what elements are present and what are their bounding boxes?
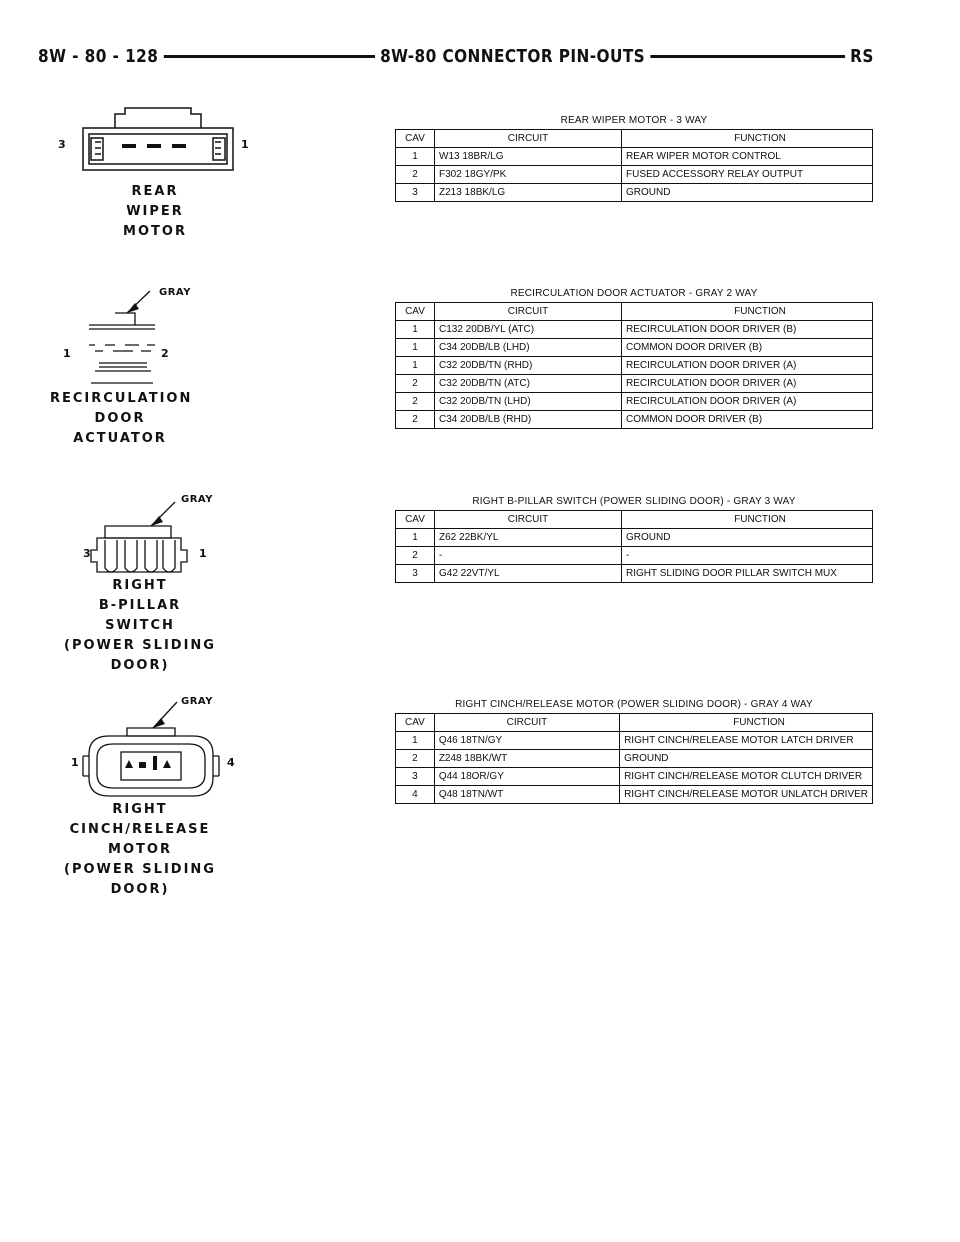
connector-label: RIGHT B-PILLAR SWITCH (POWER SLIDING DOOR): [64, 578, 216, 673]
section-title: 8W-80 CONNECTOR PIN-OUTS: [375, 46, 650, 68]
table-row: [396, 184, 873, 202]
function-header: FUNCTION: [622, 511, 873, 529]
table-row: [396, 529, 873, 547]
function-cell: RIGHT CINCH/RELEASE MOTOR CLUTCH DRIVER: [620, 768, 873, 786]
circuit-header: CIRCUIT: [434, 714, 619, 732]
table-row: [396, 148, 873, 166]
circuit-cell: C32 20DB/TN (LHD): [435, 393, 622, 411]
right-cinch-release-motor-table-block: [395, 697, 873, 804]
recirculation-connector-drawing: [55, 283, 265, 393]
cav-cell: 2: [396, 375, 435, 393]
function-cell: RECIRCULATION DOOR DRIVER (A): [622, 357, 873, 375]
circuit-cell: W13 18BR/LG: [435, 148, 622, 166]
cav-cell: 1: [396, 529, 435, 547]
table-row: [396, 565, 873, 583]
pin-label-right: 4: [227, 756, 235, 769]
function-cell: RECIRCULATION DOOR DRIVER (B): [622, 321, 873, 339]
pin-label-right: 1: [199, 547, 207, 560]
cav-cell: 4: [396, 786, 435, 804]
cav-header: CAV: [396, 714, 435, 732]
table-title: RECIRCULATION DOOR ACTUATOR - GRAY 2 WAY: [510, 288, 758, 299]
table-title: RIGHT CINCH/RELEASE MOTOR (POWER SLIDING DOOR) - GRAY 4 WAY: [455, 699, 813, 710]
right-cinch-release-motor-diagram: [55, 690, 265, 897]
cav-cell: 1: [396, 339, 435, 357]
recirculation-door-actuator-diagram: [50, 283, 265, 446]
rear-wiper-motor-table-block: [395, 113, 873, 202]
cinch-release-connector-drawing: [55, 690, 265, 805]
function-cell: COMMON DOOR DRIVER (B): [622, 339, 873, 357]
table-row: [396, 393, 873, 411]
function-cell: FUSED ACCESSORY RELAY OUTPUT: [622, 166, 873, 184]
page-number: 8W - 80 - 128: [38, 46, 163, 68]
function-cell: RECIRCULATION DOOR DRIVER (A): [622, 393, 873, 411]
pin-label-left: 3: [83, 547, 91, 560]
function-cell: REAR WIPER MOTOR CONTROL: [622, 148, 873, 166]
function-cell: GROUND: [620, 750, 873, 768]
table-header-row: [396, 130, 873, 148]
table-title: RIGHT B-PILLAR SWITCH (POWER SLIDING DOOR) - GRAY 3 WAY: [472, 496, 796, 507]
circuit-cell: Q48 18TN/WT: [434, 786, 619, 804]
cav-header: CAV: [396, 511, 435, 529]
circuit-cell: Z62 22BK/YL: [435, 529, 622, 547]
connector-label: RIGHT CINCH/RELEASE MOTOR (POWER SLIDING DOOR): [64, 802, 216, 897]
circuit-header: CIRCUIT: [435, 511, 622, 529]
pin-label-right: 1: [241, 138, 249, 151]
function-cell: COMMON DOOR DRIVER (B): [622, 411, 873, 429]
function-header: FUNCTION: [620, 714, 873, 732]
function-cell: RIGHT CINCH/RELEASE MOTOR LATCH DRIVER: [620, 732, 873, 750]
circuit-cell: Z213 18BK/LG: [435, 184, 622, 202]
circuit-cell: Q46 18TN/GY: [434, 732, 619, 750]
circuit-cell: Q44 18OR/GY: [434, 768, 619, 786]
function-cell: RIGHT SLIDING DOOR PILLAR SWITCH MUX: [622, 565, 873, 583]
circuit-cell: C132 20DB/YL (ATC): [435, 321, 622, 339]
table-header-row: [396, 511, 873, 529]
circuit-header: CIRCUIT: [435, 130, 622, 148]
table-row: [396, 547, 873, 565]
cav-cell: 1: [396, 148, 435, 166]
table-row: [396, 786, 873, 804]
circuit-cell: -: [435, 547, 622, 565]
pin-label-left: 1: [71, 756, 79, 769]
page-header: [38, 46, 874, 74]
table-row: [396, 375, 873, 393]
rear-wiper-motor-diagram: [55, 100, 265, 240]
circuit-cell: G42 22VT/YL: [435, 565, 622, 583]
circuit-cell: C32 20DB/TN (RHD): [435, 357, 622, 375]
cav-cell: 2: [396, 166, 435, 184]
pinout-table: [395, 713, 873, 804]
function-header: FUNCTION: [622, 130, 873, 148]
function-cell: RIGHT CINCH/RELEASE MOTOR UNLATCH DRIVER: [620, 786, 873, 804]
circuit-cell: C32 20DB/TN (ATC): [435, 375, 622, 393]
table-row: [396, 732, 873, 750]
circuit-cell: C34 20DB/LB (RHD): [435, 411, 622, 429]
cav-cell: 1: [396, 357, 435, 375]
recirculation-door-actuator-table-block: [395, 286, 873, 429]
right-b-pillar-switch-table-block: [395, 494, 873, 583]
rear-wiper-connector-drawing: [55, 100, 265, 180]
cav-cell: 2: [396, 547, 435, 565]
b-pillar-connector-drawing: [55, 490, 265, 580]
table-row: [396, 339, 873, 357]
table-title: REAR WIPER MOTOR - 3 WAY: [560, 115, 708, 126]
function-cell: -: [622, 547, 873, 565]
cav-cell: 2: [396, 393, 435, 411]
cav-cell: 2: [396, 750, 435, 768]
pin-label-left: 3: [58, 138, 66, 151]
cav-cell: 1: [396, 732, 435, 750]
table-header-row: [396, 303, 873, 321]
pinout-table: [395, 129, 873, 202]
function-cell: RECIRCULATION DOOR DRIVER (A): [622, 375, 873, 393]
table-row: [396, 357, 873, 375]
model-code: RS: [845, 46, 874, 68]
connector-label: RECIRCULATION DOOR ACTUATOR: [50, 391, 193, 446]
circuit-cell: F302 18GY/PK: [435, 166, 622, 184]
circuit-cell: Z248 18BK/WT: [434, 750, 619, 768]
cav-header: CAV: [396, 130, 435, 148]
cav-header: CAV: [396, 303, 435, 321]
function-cell: GROUND: [622, 184, 873, 202]
table-row: [396, 411, 873, 429]
right-b-pillar-switch-diagram: [55, 490, 265, 673]
pinout-table: [395, 510, 873, 583]
table-row: [396, 166, 873, 184]
table-row: [396, 768, 873, 786]
table-row: [396, 321, 873, 339]
table-row: [396, 750, 873, 768]
color-tag: GRAY: [181, 494, 213, 505]
function-header: FUNCTION: [622, 303, 873, 321]
cav-cell: 3: [396, 768, 435, 786]
cav-cell: 2: [396, 411, 435, 429]
cav-cell: 1: [396, 321, 435, 339]
circuit-cell: C34 20DB/LB (LHD): [435, 339, 622, 357]
table-header-row: [396, 714, 873, 732]
circuit-header: CIRCUIT: [435, 303, 622, 321]
pin-label-right: 2: [161, 347, 169, 360]
function-cell: GROUND: [622, 529, 873, 547]
pin-label-left: 1: [63, 347, 71, 360]
connector-label: REAR WIPER MOTOR: [123, 184, 187, 239]
pinout-table: [395, 302, 873, 429]
cav-cell: 3: [396, 565, 435, 583]
color-tag: GRAY: [159, 287, 191, 298]
color-tag: GRAY: [181, 696, 213, 707]
cav-cell: 3: [396, 184, 435, 202]
